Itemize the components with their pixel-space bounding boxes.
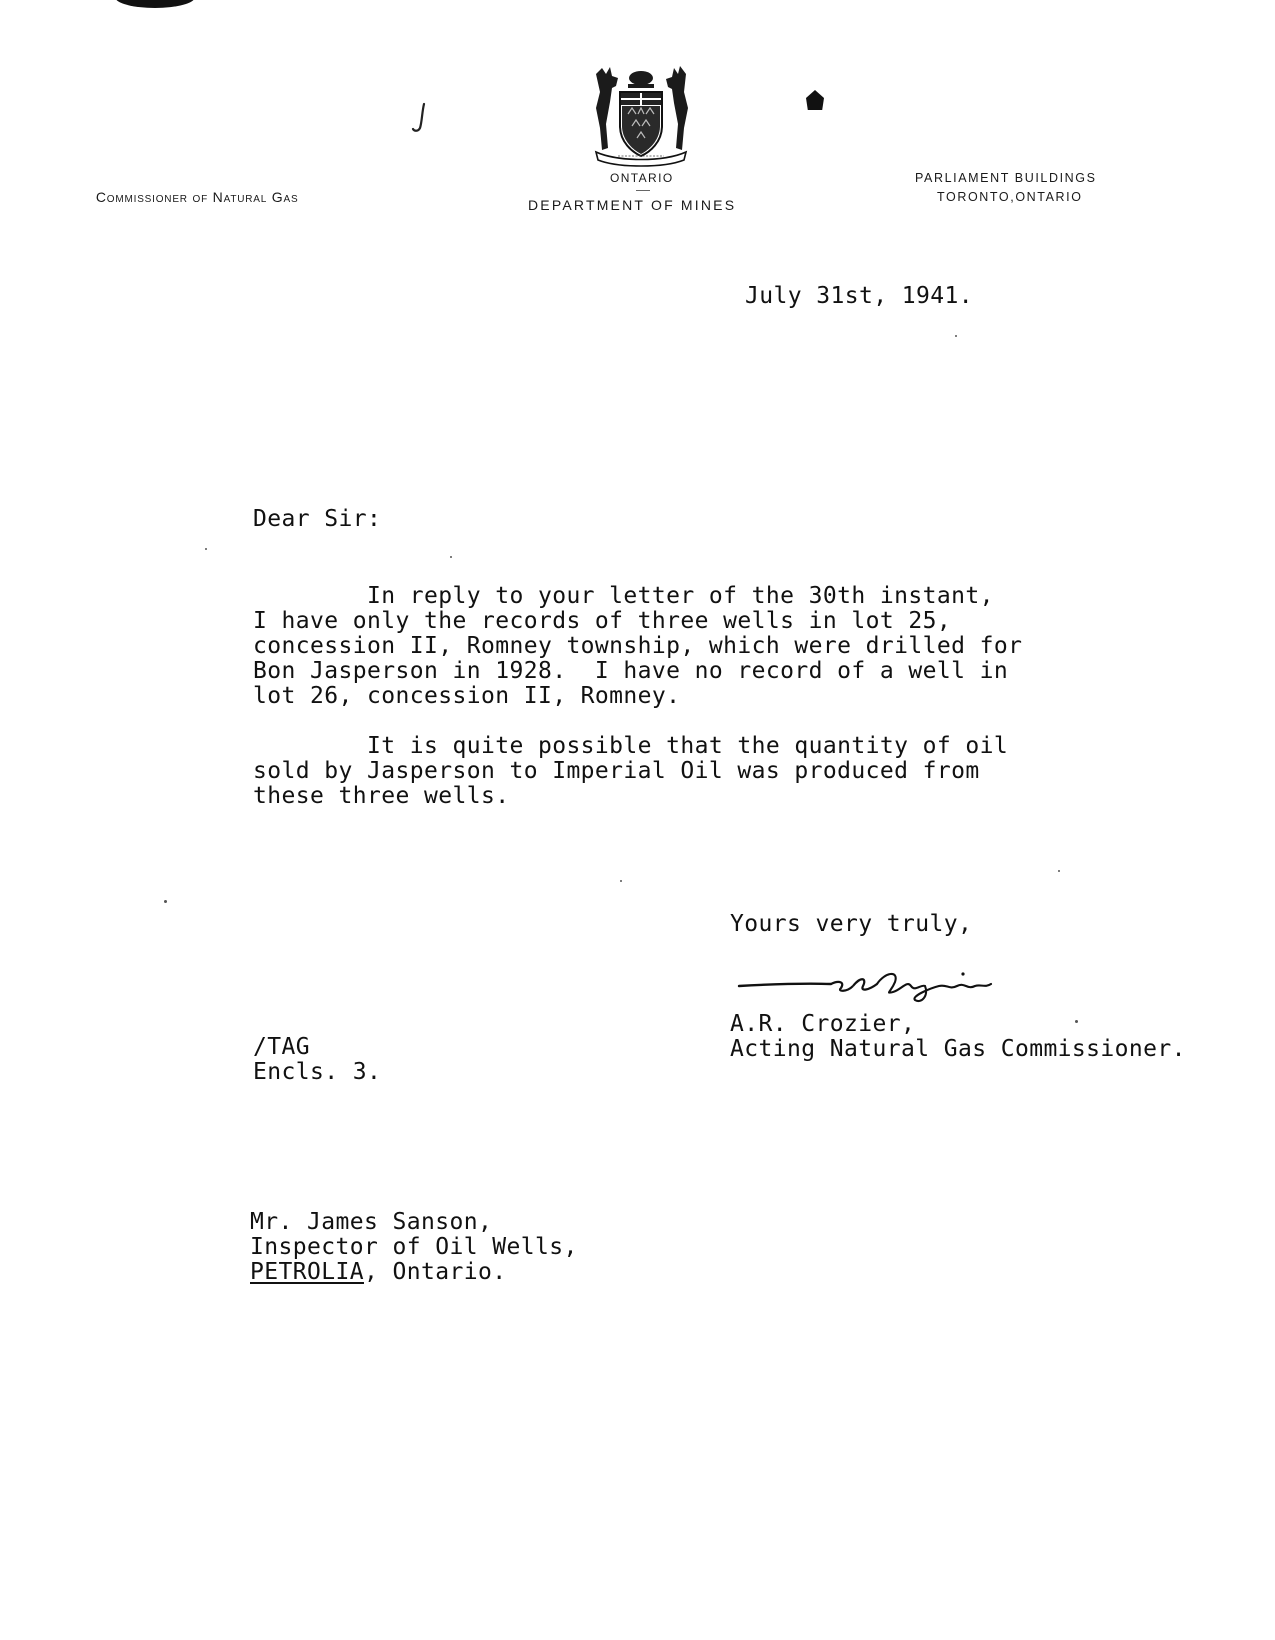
corner-blot [115, 0, 195, 8]
handwritten-signature [735, 962, 1025, 1006]
body-line: lot 26, concession II, Romney. [253, 683, 681, 709]
recipient-province: , Ontario. [363, 1259, 507, 1285]
body-line: sold by Jasperson to Imperial Oil was produced from [253, 758, 980, 784]
letterhead-department: DEPARTMENT OF MINES [528, 197, 737, 213]
commissioner-label: Commissioner of Natural Gas [95, 189, 299, 205]
body-line: these three wells. [253, 783, 510, 809]
signatory-name: A.R. Crozier, [730, 1011, 916, 1037]
complimentary-close: Yours very truly, [730, 911, 973, 937]
letterhead-ontario: ONTARIO [610, 171, 674, 185]
letter-date: July 31st, 1941. [745, 283, 973, 309]
letterhead-right-line1: PARLIAMENT BUILDINGS [915, 171, 1097, 185]
body-line: In reply to your letter of the 30th instant, [253, 583, 994, 609]
signatory-title: Acting Natural Gas Commissioner. [730, 1036, 1186, 1062]
body-line: concession II, Romney township, which were drilled for [253, 633, 1023, 659]
letterhead-left [88, 175, 298, 205]
ink-mark [806, 90, 824, 110]
body-line: It is quite possible that the quantity of oil [253, 733, 1009, 759]
ontario-coat-of-arms-icon [588, 64, 694, 170]
enclosures: Encls. 3. [253, 1059, 382, 1085]
typist-initials: /TAG [253, 1034, 310, 1060]
pen-mark [410, 98, 432, 136]
letterhead-rule [636, 190, 650, 191]
letterhead-right-line2: TORONTO,ONTARIO [937, 190, 1083, 204]
body-line: Bon Jasperson in 1928. I have no record of a well in [253, 658, 1009, 684]
recipient-title: Inspector of Oil Wells, [250, 1234, 578, 1260]
recipient-name: Mr. James Sanson, [250, 1209, 493, 1235]
salutation: Dear Sir: [253, 506, 382, 532]
body-line: I have only the records of three wells in lot 25, [253, 608, 952, 634]
recipient-location [250, 1260, 506, 1285]
recipient-city: PETROLIA [250, 1259, 364, 1285]
